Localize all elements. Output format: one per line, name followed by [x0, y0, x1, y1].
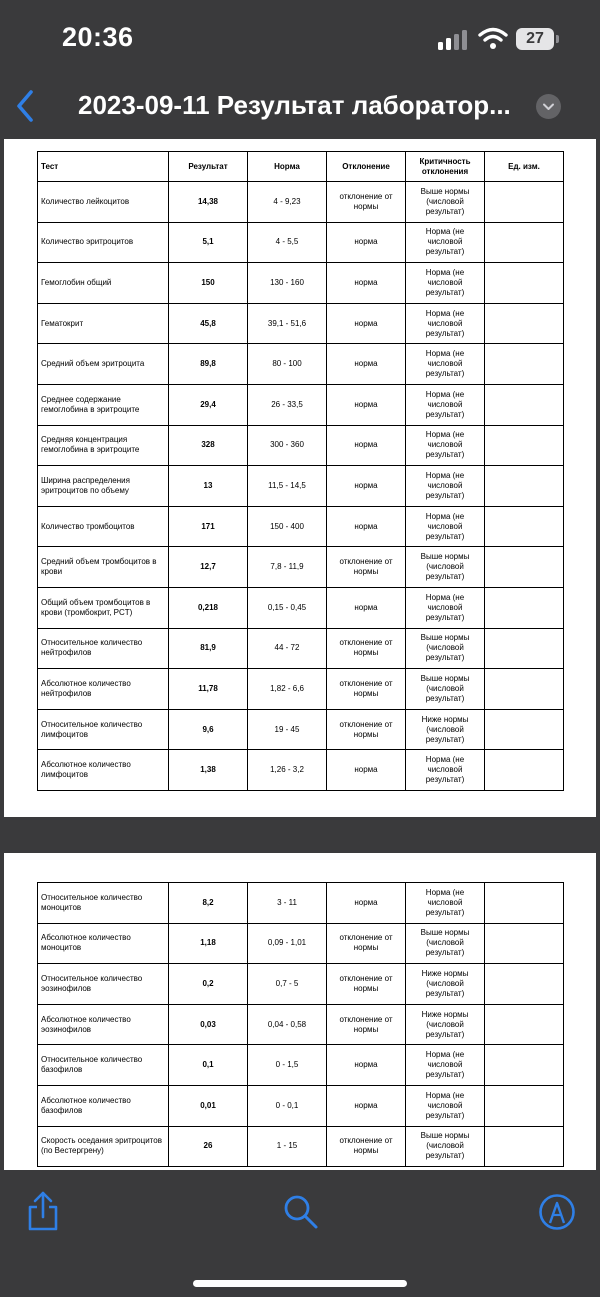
test-name: Относительное количество базофилов [38, 1045, 169, 1086]
criticality: Выше нормы (числовой результат) [406, 628, 485, 669]
deviation: норма [327, 466, 406, 507]
result-value: 12,7 [169, 547, 248, 588]
result-value: 29,4 [169, 384, 248, 425]
norm-range: 0,09 - 1,01 [248, 923, 327, 964]
deviation: отклонение от нормы [327, 709, 406, 750]
result-value: 8,2 [169, 883, 248, 924]
norm-range: 150 - 400 [248, 506, 327, 547]
result-value: 81,9 [169, 628, 248, 669]
norm-range: 300 - 360 [248, 425, 327, 466]
deviation: норма [327, 1045, 406, 1086]
criticality: Норма (не числовой результат) [406, 506, 485, 547]
header-norm: Норма [248, 152, 327, 182]
document-page-1 [4, 139, 596, 817]
result-value: 26 [169, 1126, 248, 1167]
norm-range: 1,82 - 6,6 [248, 669, 327, 710]
battery-tip [556, 35, 559, 43]
norm-range: 0,7 - 5 [248, 964, 327, 1005]
document-title: 2023-09-11 Результат лаборатор... [78, 90, 511, 120]
test-name: Количество тромбоцитов [38, 506, 169, 547]
norm-range: 0,04 - 0,58 [248, 1004, 327, 1045]
norm-range: 4 - 5,5 [248, 222, 327, 263]
deviation: отклонение от нормы [327, 923, 406, 964]
norm-range: 1 - 15 [248, 1126, 327, 1167]
unit [485, 263, 564, 304]
criticality: Норма (не числовой результат) [406, 466, 485, 507]
bottom-toolbar [0, 1170, 600, 1297]
test-name: Относительное количество моноцитов [38, 883, 169, 924]
table-header-row [38, 152, 564, 182]
document-page-2 [4, 853, 596, 1170]
table-row [38, 263, 564, 304]
criticality: Выше нормы (числовой результат) [406, 547, 485, 588]
unit [485, 669, 564, 710]
table-row [38, 547, 564, 588]
header-deviation: Отклонение [327, 152, 406, 182]
deviation: отклонение от нормы [327, 547, 406, 588]
table-row [38, 587, 564, 628]
criticality: Норма (не числовой результат) [406, 587, 485, 628]
result-value: 150 [169, 263, 248, 304]
result-value: 11,78 [169, 669, 248, 710]
table-row [38, 1126, 564, 1167]
header-test: Тест [38, 152, 169, 182]
table-row [38, 222, 564, 263]
battery-icon: 27 [516, 28, 554, 50]
result-value: 13 [169, 466, 248, 507]
deviation: норма [327, 384, 406, 425]
deviation: норма [327, 222, 406, 263]
norm-range: 39,1 - 51,6 [248, 303, 327, 344]
deviation: норма [327, 344, 406, 385]
result-value: 0,01 [169, 1085, 248, 1126]
table-row [38, 750, 564, 791]
norm-range: 0,15 - 0,45 [248, 587, 327, 628]
test-name: Количество эритроцитов [38, 222, 169, 263]
test-name: Абсолютное количество моноцитов [38, 923, 169, 964]
test-name: Абсолютное количество эозинофилов [38, 1004, 169, 1045]
table-row [38, 628, 564, 669]
norm-range: 130 - 160 [248, 263, 327, 304]
chevron-down-icon [536, 94, 561, 119]
table-row [38, 506, 564, 547]
lab-results-table [37, 151, 564, 791]
result-value: 14,38 [169, 182, 248, 223]
unit [485, 222, 564, 263]
table-row [38, 466, 564, 507]
result-value: 0,2 [169, 964, 248, 1005]
norm-range: 11,5 - 14,5 [248, 466, 327, 507]
header-result: Результат [169, 152, 248, 182]
result-value: 45,8 [169, 303, 248, 344]
criticality: Норма (не числовой результат) [406, 1045, 485, 1086]
test-name: Средний объем тромбоцитов в крови [38, 547, 169, 588]
deviation: отклонение от нормы [327, 182, 406, 223]
norm-range: 0 - 0,1 [248, 1085, 327, 1126]
criticality: Норма (не числовой результат) [406, 263, 485, 304]
home-indicator[interactable] [193, 1280, 407, 1287]
test-name: Абсолютное количество лимфоцитов [38, 750, 169, 791]
test-name: Средний объем эритроцита [38, 344, 169, 385]
back-chevron-icon[interactable] [10, 84, 40, 128]
table-row [38, 964, 564, 1005]
result-value: 5,1 [169, 222, 248, 263]
criticality: Выше нормы (числовой результат) [406, 182, 485, 223]
norm-range: 80 - 100 [248, 344, 327, 385]
criticality: Ниже нормы (числовой результат) [406, 1004, 485, 1045]
norm-range: 44 - 72 [248, 628, 327, 669]
test-name: Гемоглобин общий [38, 263, 169, 304]
unit [485, 425, 564, 466]
unit [485, 303, 564, 344]
criticality: Норма (не числовой результат) [406, 750, 485, 791]
deviation: норма [327, 750, 406, 791]
norm-range: 19 - 45 [248, 709, 327, 750]
norm-range: 7,8 - 11,9 [248, 547, 327, 588]
wifi-icon [478, 26, 508, 50]
unit [485, 1085, 564, 1126]
lab-results-table-continued [37, 882, 564, 1167]
deviation: норма [327, 587, 406, 628]
criticality: Норма (не числовой результат) [406, 303, 485, 344]
deviation: отклонение от нормы [327, 628, 406, 669]
deviation: норма [327, 263, 406, 304]
criticality: Выше нормы (числовой результат) [406, 669, 485, 710]
unit [485, 1126, 564, 1167]
unit [485, 506, 564, 547]
unit [485, 883, 564, 924]
unit [485, 344, 564, 385]
unit [485, 1004, 564, 1045]
criticality: Норма (не числовой результат) [406, 384, 485, 425]
table-row [38, 384, 564, 425]
table-row [38, 425, 564, 466]
title-menu-button[interactable] [536, 94, 561, 119]
table-row [38, 669, 564, 710]
criticality: Норма (не числовой результат) [406, 344, 485, 385]
test-name: Количество лейкоцитов [38, 182, 169, 223]
criticality: Норма (не числовой результат) [406, 1085, 485, 1126]
deviation: норма [327, 1085, 406, 1126]
table-row [38, 344, 564, 385]
table-row [38, 1085, 564, 1126]
result-value: 89,8 [169, 344, 248, 385]
test-name: Среднее содержание гемоглобина в эритроците [38, 384, 169, 425]
test-name: Абсолютное количество базофилов [38, 1085, 169, 1126]
deviation: отклонение от нормы [327, 1004, 406, 1045]
result-value: 0,03 [169, 1004, 248, 1045]
test-name: Скорость оседания эритроцитов (по Вестергрену) [38, 1126, 169, 1167]
unit [485, 466, 564, 507]
test-name: Ширина распределения эритроцитов по объему [38, 466, 169, 507]
result-value: 0,1 [169, 1045, 248, 1086]
unit [485, 709, 564, 750]
norm-range: 26 - 33,5 [248, 384, 327, 425]
result-value: 171 [169, 506, 248, 547]
test-name: Относительное количество эозинофилов [38, 964, 169, 1005]
result-value: 328 [169, 425, 248, 466]
deviation: норма [327, 425, 406, 466]
status-time: 20:36 [62, 22, 134, 52]
criticality: Ниже нормы (числовой результат) [406, 964, 485, 1005]
table-row [38, 1004, 564, 1045]
table-row [38, 303, 564, 344]
test-name: Общий объем тромбоцитов в крови (тромбокрит, PCT) [38, 587, 169, 628]
unit [485, 1045, 564, 1086]
unit [485, 384, 564, 425]
cellular-signal-icon [438, 30, 470, 50]
status-bar [0, 0, 600, 80]
norm-range: 3 - 11 [248, 883, 327, 924]
unit [485, 182, 564, 223]
table-row [38, 883, 564, 924]
nav-bar [0, 80, 600, 138]
norm-range: 0 - 1,5 [248, 1045, 327, 1086]
table-row [38, 709, 564, 750]
deviation: норма [327, 883, 406, 924]
deviation: норма [327, 303, 406, 344]
test-name: Абсолютное количество нейтрофилов [38, 669, 169, 710]
criticality: Выше нормы (числовой результат) [406, 923, 485, 964]
share-icon[interactable] [26, 1190, 60, 1232]
result-value: 1,38 [169, 750, 248, 791]
criticality: Норма (не числовой результат) [406, 425, 485, 466]
unit [485, 964, 564, 1005]
markup-icon[interactable] [538, 1193, 576, 1231]
unit [485, 923, 564, 964]
result-value: 0,218 [169, 587, 248, 628]
norm-range: 4 - 9,23 [248, 182, 327, 223]
deviation: отклонение от нормы [327, 964, 406, 1005]
unit [485, 628, 564, 669]
test-name: Средняя концентрация гемоглобина в эритроците [38, 425, 169, 466]
table-row [38, 1045, 564, 1086]
criticality: Норма (не числовой результат) [406, 883, 485, 924]
unit [485, 750, 564, 791]
header-criticality: Критичность отклонения [406, 152, 485, 182]
search-icon[interactable] [283, 1194, 319, 1230]
table-row [38, 182, 564, 223]
criticality: Выше нормы (числовой результат) [406, 1126, 485, 1167]
result-value: 9,6 [169, 709, 248, 750]
criticality: Норма (не числовой результат) [406, 222, 485, 263]
deviation: норма [327, 506, 406, 547]
unit [485, 547, 564, 588]
table-row [38, 923, 564, 964]
result-value: 1,18 [169, 923, 248, 964]
unit [485, 587, 564, 628]
header-unit: Ед. изм. [485, 152, 564, 182]
deviation: отклонение от нормы [327, 669, 406, 710]
norm-range: 1,26 - 3,2 [248, 750, 327, 791]
test-name: Гематокрит [38, 303, 169, 344]
test-name: Относительное количество лимфоцитов [38, 709, 169, 750]
criticality: Ниже нормы (числовой результат) [406, 709, 485, 750]
test-name: Относительное количество нейтрофилов [38, 628, 169, 669]
deviation: отклонение от нормы [327, 1126, 406, 1167]
